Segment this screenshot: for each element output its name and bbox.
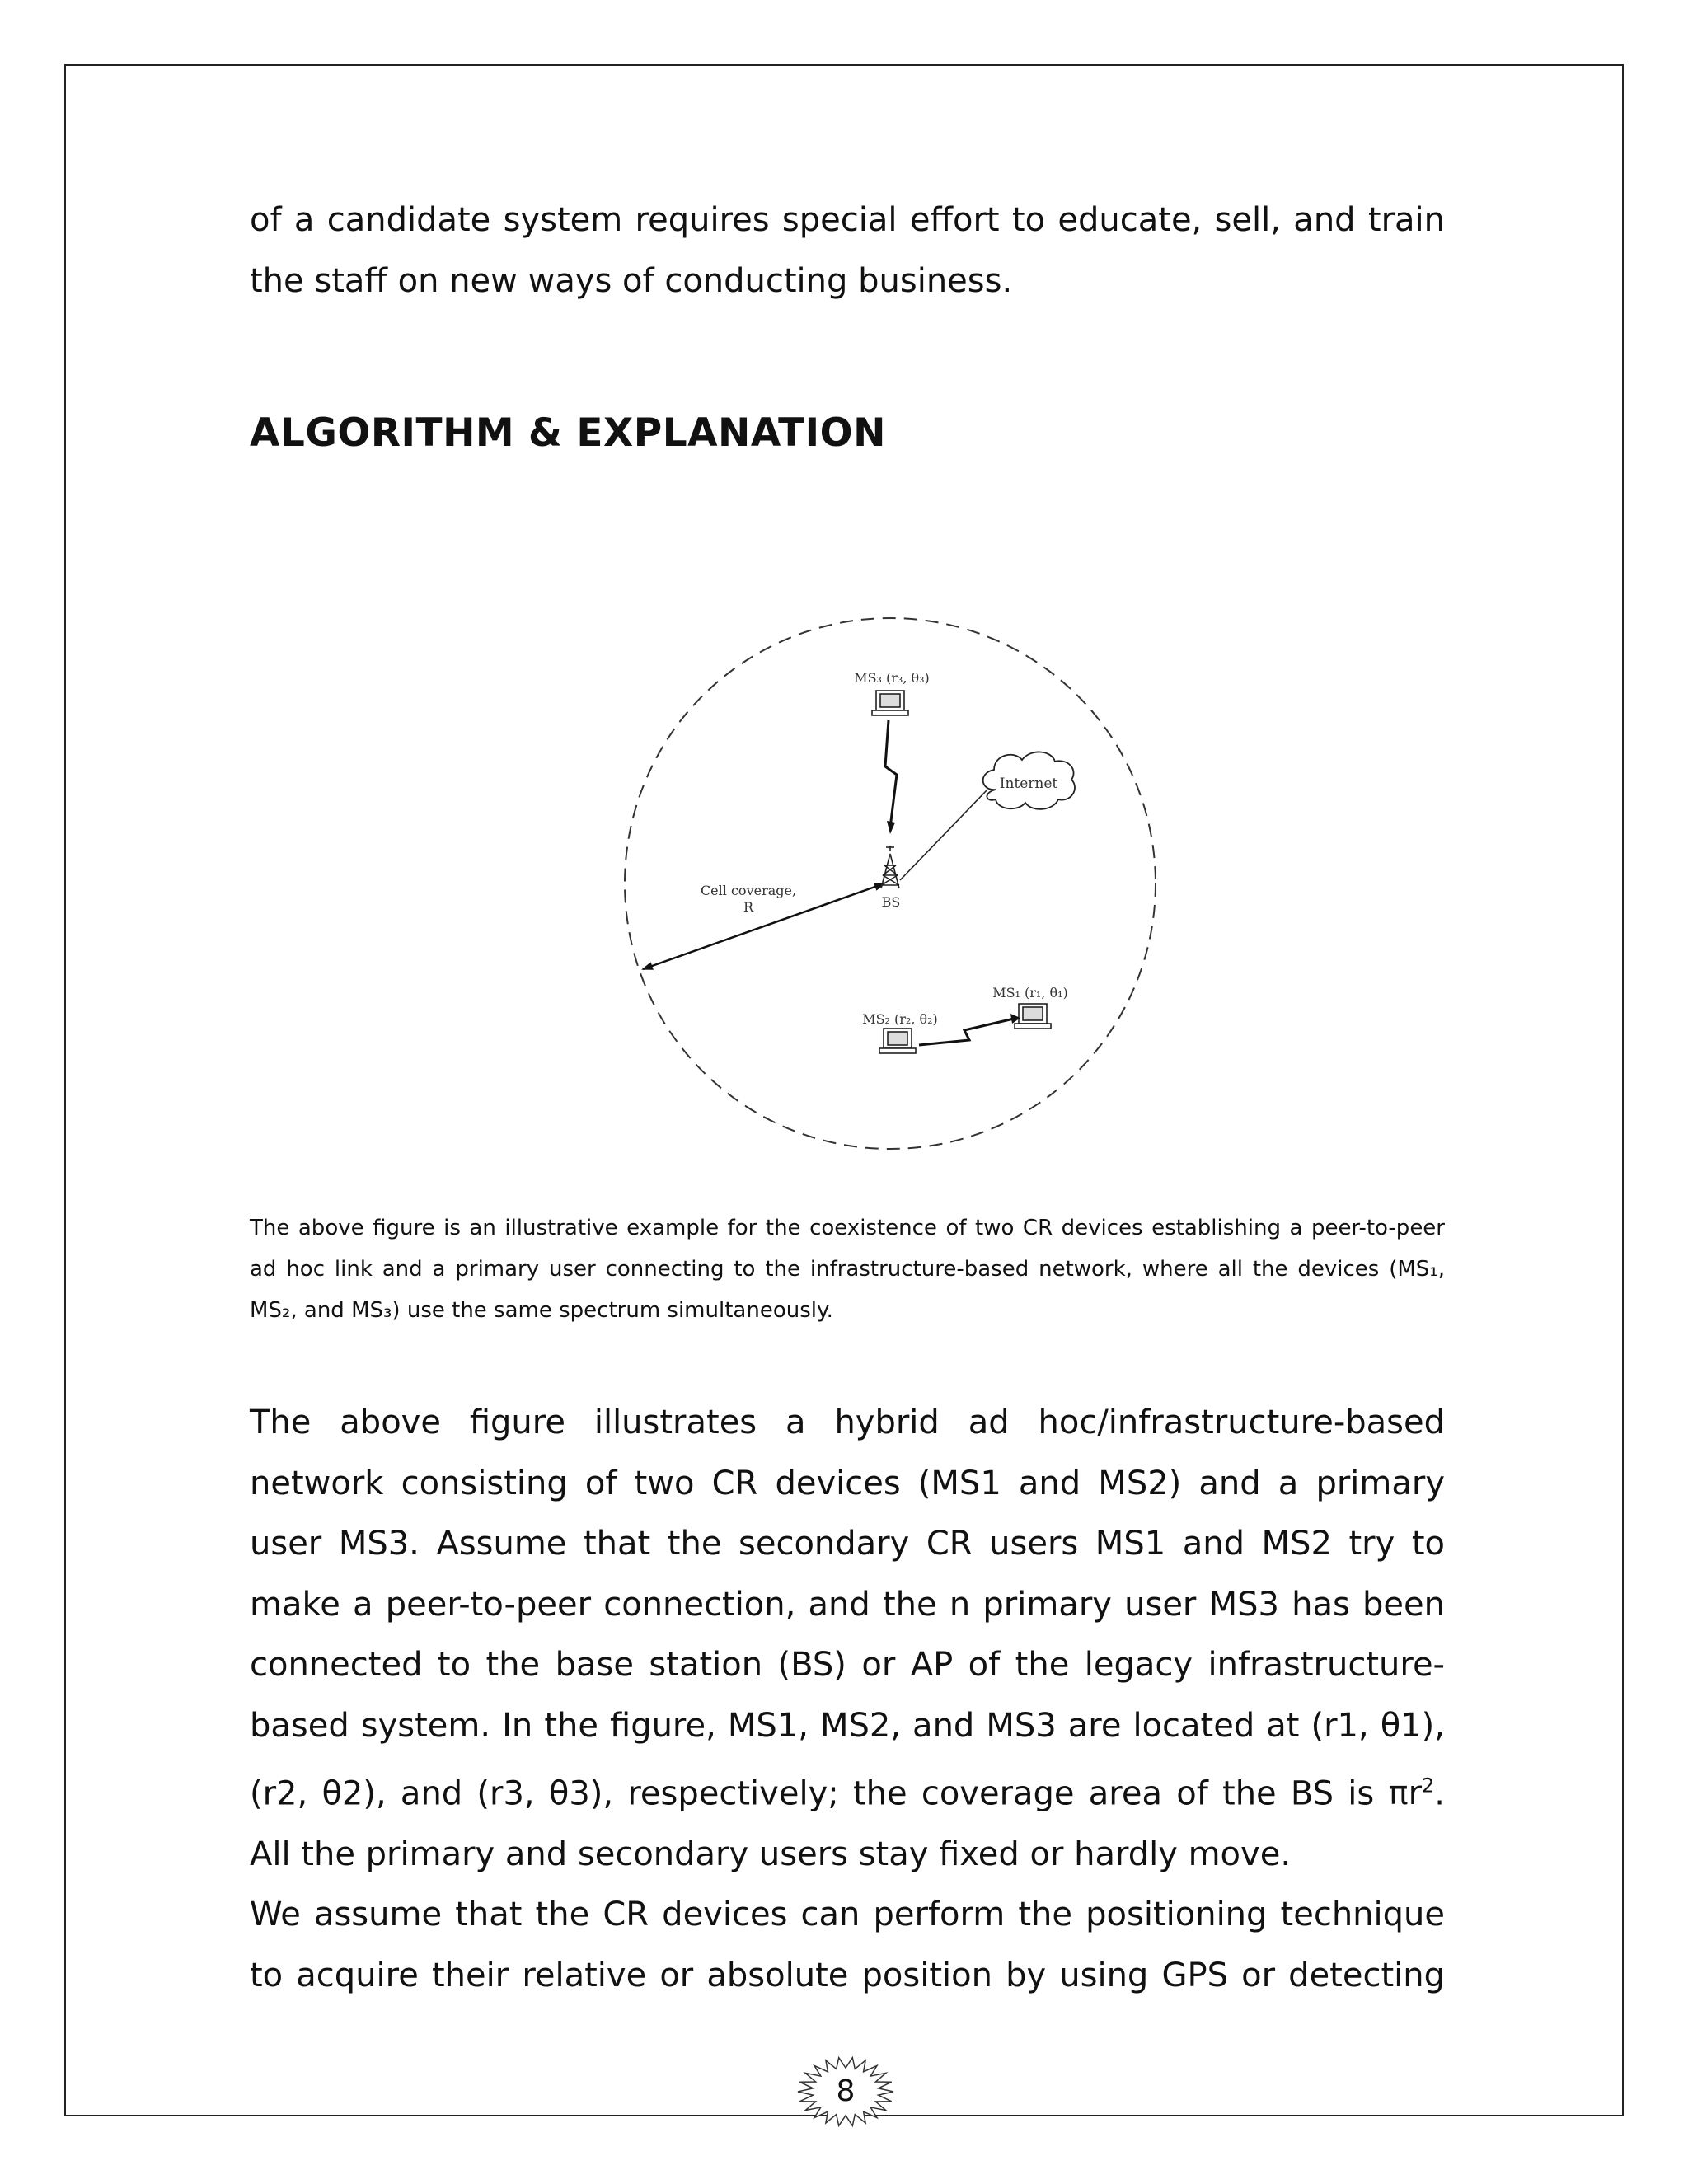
figure-caption: The above figure is an illustrative example for the coexistence of two CR devices establishing a peer-to-peer ad hoc link and a primary user connecting to the infrastructure-based network, where all the devices (MS₁, MS₂, and MS₃) use the same spectrum simultaneously. [250,1216,1445,1323]
label-bs: BS [881,894,901,910]
ms1-laptop-icon [1015,1004,1051,1029]
intro-paragraph [250,190,1445,312]
body-paragraph-1 [250,1393,1445,1885]
body-paragraph-2: We assume that the CR devices can perform the positioning technique to acquire their relative or absolute position by using GPS or detecting [250,1896,1445,1994]
intro-line-2: the staff on new ways of conducting business. [250,262,1013,300]
page-number: 8 [836,2074,856,2108]
network-figure [610,602,1203,1162]
network-diagram [610,602,1203,1162]
page-number-badge [773,2042,918,2141]
ms3-bs-wireless-link [885,720,897,827]
bs-internet-link [900,790,987,880]
bs-tower-icon [881,846,899,888]
coverage-formula-exponent: 2 [1422,1774,1435,1797]
label-r: R [743,899,754,915]
label-ms3: MS₃ (r₃, θ₃) [854,670,930,686]
section-heading: ALGORITHM & EXPLANATION [250,410,886,456]
label-internet: Internet [999,776,1058,792]
label-ms1: MS₁ (r₁, θ₁) [992,985,1068,1001]
label-cell-coverage: Cell coverage, [700,883,797,898]
intro-line-1: of a candidate system requires special effort to educate, sell, and train [250,201,1445,239]
label-ms2: MS₂ (r₂, θ₂) [862,1011,938,1027]
ms2-laptop-icon [879,1029,916,1053]
ms3-laptop-icon [872,691,908,715]
body-text [250,1393,1445,2006]
coverage-formula-base: πr [1388,1774,1423,1813]
coverage-formula [1388,1774,1434,1812]
body-paragraph-1-tail: . All the primary and secondary users stay fixed or hardly move. [250,1774,1446,1873]
body-paragraph-1-text: The above figure illustrates a hybrid ad hoc/infrastructure-based network consisting of two CR devices (MS1 and MS2) and a primary user MS3. Assume that the secondary CR users MS1 and MS2 try to make a peer-to-peer connection, and the n primary user MS3 has been connected to the base station (BS) or AP of the legacy infrastructure-based system. In the figure, MS1, MS2, and MS3 are located at (r1, θ1), (r2, θ2), and (r3, θ3), respectively; the coverage area of the BS is [250,1404,1445,1813]
